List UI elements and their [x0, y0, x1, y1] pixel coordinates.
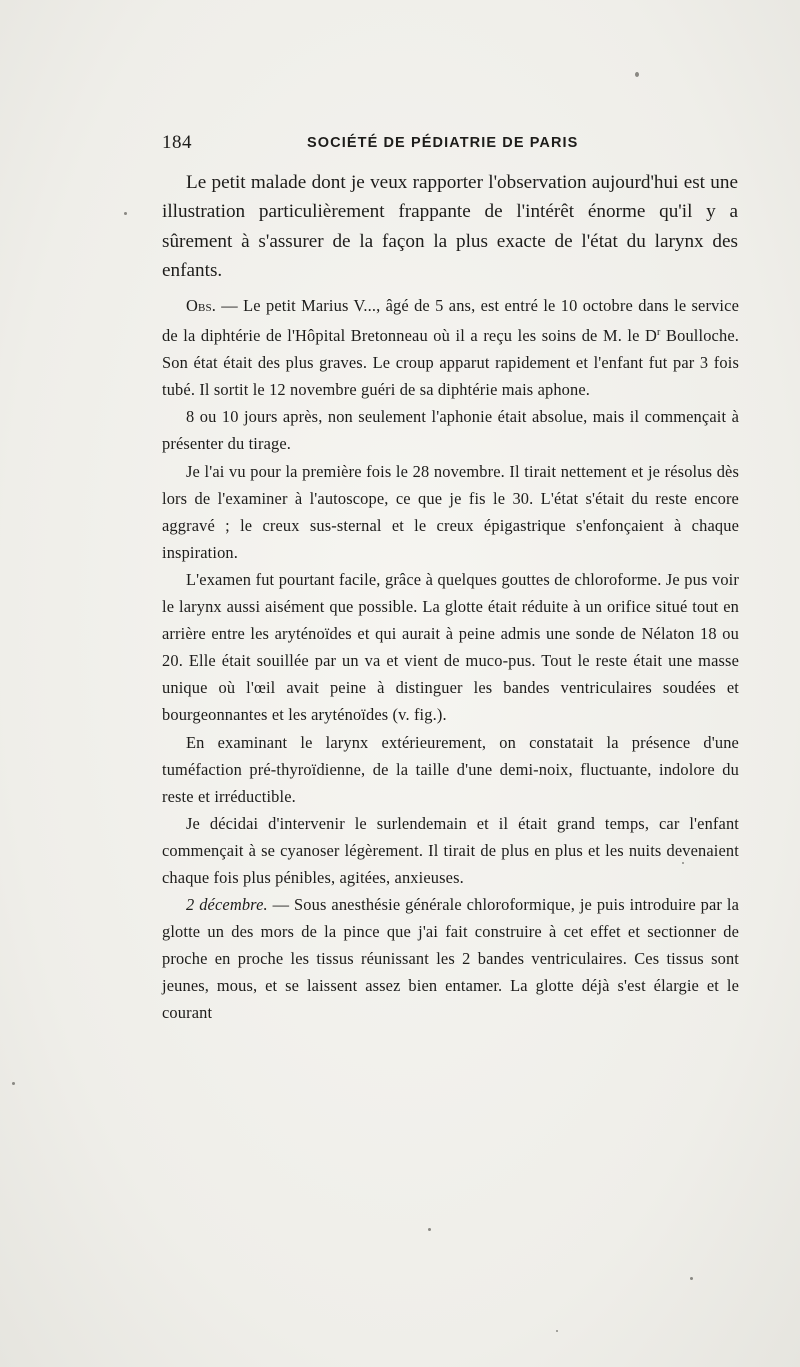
observation-paragraph-7 — [162, 891, 739, 1026]
paper-speck — [556, 1330, 558, 1332]
observation-paragraph-3: Je l'ai vu pour la première fois le 28 novembre. Il tirait nettement et je résolus dès lors de l'examiner à l'autoscope, ce que je fis le 30. L'état s'était du reste encore aggravé ; le creux sus-sternal et le creux épigastrique s'enfonçaient à chaque inspiration. — [162, 461, 739, 562]
paper-speck — [428, 1228, 431, 1231]
obs-text-rest: Boulloche. Son état était des plus graves. Le croup apparut rapidement et l'enfant fut par 3 fois tubé. Il sortit le 12 novembre guéri de sa diphtérie mais aphone. — [162, 326, 739, 400]
observation-paragraph-6: Je décidai d'intervenir le surlendemain et il était grand temps, car l'enfant commençait à se cyanoser légèrement. Il tirait de plus en plus et les nuits devenaient chaque fois plus pénibles, agitées, anxieuses. — [162, 813, 739, 887]
intro-paragraph: Le petit malade dont je veux rapporter l'observation aujourd'hui est une illustration particulièrement frappante de l'intérêt énorme qu'il y a sûrement à s'assurer de la façon la plus exacte de l'état du larynx des enfants. — [162, 172, 738, 281]
page-number: 184 — [162, 132, 192, 153]
paper-speck — [690, 1277, 693, 1280]
running-head: SOCIÉTÉ DE PÉDIATRIE DE PARIS — [307, 135, 579, 151]
observation-paragraph-5: En examinant le larynx extérieurement, on constatait la présence d'une tuméfaction pré-thyroïdienne, de la taille d'une demi-noix, fluctuante, indolore du reste et irréductible. — [162, 732, 739, 806]
paper-speck — [682, 862, 684, 864]
paper-speck — [124, 212, 127, 215]
date-paragraph-text: — Sous anesthésie générale chloroformique, je puis introduire par la glotte un des mors de la pince que j'ai fait construire à cet effet et sectionner de proche en proche les tissus réunissant les 2 bandes ventriculaires. Ces tissus sont jeunes, mous, et se laissent assez bien entamer. La glotte déjà s'est élargie et le courant — [162, 895, 739, 1023]
observation-paragraph-4: L'examen fut pourtant facile, grâce à quelques gouttes de chloroforme. Je pus voir le larynx aussi aisément que possible. La glotte était réduite à un orifice situé tout en arrière entre les aryténoïdes et qui aurait à peine admis une sonde de Nélaton 18 ou 20. Elle était souillée par un va et vient de muco-pus. Tout le reste était une masse unique où l'œil avait peine à distinguer les bandes ventriculaires soudées et bourgeonnantes et les aryténoïdes (v. fig.). — [162, 569, 739, 725]
page-header — [162, 132, 742, 156]
observation-section — [162, 292, 739, 1027]
obs-text-start: — Le petit Marius V..., âgé de 5 ans, est entré le 10 octobre dans le service de la diphtérie de l'Hôpital Bretonneau où il a reçu les soins de M. le D — [162, 296, 739, 346]
obs-label: Obs. — [186, 296, 216, 315]
observation-paragraph-2: 8 ou 10 jours après, non seulement l'aphonie était absolue, mais il commençait à présenter du tirage. — [162, 407, 739, 454]
date-label: 2 décembre. — [186, 895, 268, 915]
paper-speck — [12, 1082, 15, 1085]
observation-paragraph-1 — [162, 292, 739, 403]
doctor-superscript: r — [657, 327, 661, 339]
paper-speck — [635, 72, 639, 77]
